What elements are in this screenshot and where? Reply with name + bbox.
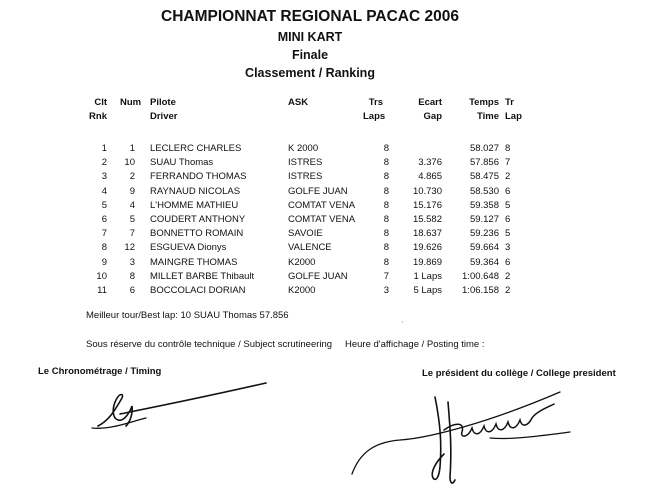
number-cell: 9 bbox=[129, 185, 135, 197]
laps-cell: 8 bbox=[383, 199, 389, 211]
best-lap-cell: 6 bbox=[505, 213, 511, 225]
driver-cell: ESGUEVA Dionys bbox=[150, 242, 227, 254]
best-lap-cell: 2 bbox=[505, 171, 511, 183]
table-header-row-2 bbox=[80, 111, 560, 125]
table-row bbox=[80, 200, 560, 214]
header-best-lap-en: Lap bbox=[505, 111, 522, 122]
gap-cell: 3.376 bbox=[418, 157, 442, 169]
timing-signature-label: Le Chronométrage / Timing bbox=[38, 366, 162, 377]
rank-cell: 7 bbox=[101, 228, 107, 240]
time-cell: 59.358 bbox=[469, 199, 499, 211]
table-row bbox=[80, 242, 560, 256]
number-cell: 2 bbox=[129, 171, 135, 183]
rank-cell: 6 bbox=[101, 213, 107, 225]
results-table bbox=[80, 97, 560, 299]
table-row bbox=[80, 143, 560, 157]
header-laps: Trs bbox=[368, 97, 383, 108]
table-row bbox=[80, 257, 560, 271]
time-cell: 59.236 bbox=[469, 228, 499, 240]
ranking-subtitle: Classement / Ranking bbox=[245, 66, 375, 80]
gap-cell: 5 Laps bbox=[413, 284, 442, 296]
number-cell: 8 bbox=[129, 270, 135, 282]
time-cell: 57.856 bbox=[469, 157, 499, 169]
gap-cell: 4.865 bbox=[418, 171, 442, 183]
best-lap-cell: 2 bbox=[505, 284, 511, 296]
time-cell: 58.530 bbox=[469, 185, 499, 197]
header-gap: Ecart bbox=[418, 97, 442, 108]
gap-cell: 19.869 bbox=[412, 256, 442, 268]
best-lap-cell: 5 bbox=[505, 199, 511, 211]
number-cell: 12 bbox=[124, 242, 135, 254]
club-cell: GOLFE JUAN bbox=[288, 270, 348, 282]
table-row bbox=[80, 285, 560, 299]
club-cell: ISTRES bbox=[288, 171, 323, 183]
driver-cell: BOCCOLACI DORIAN bbox=[150, 284, 246, 296]
laps-cell: 3 bbox=[383, 284, 389, 296]
club-cell: ISTRES bbox=[288, 157, 323, 169]
header-rank: Clt bbox=[94, 97, 107, 108]
header-driver-en: Driver bbox=[150, 111, 178, 122]
gap-cell: 1 Laps bbox=[413, 270, 442, 282]
club-cell: K2000 bbox=[288, 284, 316, 296]
rank-cell: 2 bbox=[101, 157, 107, 169]
number-cell: 10 bbox=[124, 157, 135, 169]
laps-cell: 8 bbox=[383, 157, 389, 169]
rank-cell: 5 bbox=[101, 199, 107, 211]
scrutineering-note: Sous réserve du contrôle technique / Subject scrutineering bbox=[86, 339, 333, 350]
gap-cell: 10.730 bbox=[412, 185, 442, 197]
table-row bbox=[80, 271, 560, 285]
club-cell: COMTAT VENA bbox=[288, 213, 356, 225]
rank-cell: 9 bbox=[101, 256, 107, 268]
header-time: Temps bbox=[469, 97, 499, 108]
title-block bbox=[0, 8, 620, 80]
table-row bbox=[80, 214, 560, 228]
president-signature bbox=[340, 382, 590, 492]
scan-mark: ' bbox=[402, 320, 404, 329]
table-row bbox=[80, 171, 560, 185]
club-cell: K2000 bbox=[288, 256, 316, 268]
table-row bbox=[80, 186, 560, 200]
table-row bbox=[80, 157, 560, 171]
driver-cell: SUAU Thomas bbox=[150, 157, 214, 169]
rank-cell: 4 bbox=[101, 185, 107, 197]
laps-cell: 8 bbox=[383, 256, 389, 268]
best-lap-cell: 3 bbox=[505, 242, 511, 254]
number-cell: 6 bbox=[129, 284, 135, 296]
rank-cell: 3 bbox=[101, 171, 107, 183]
gap-cell: 19.626 bbox=[412, 242, 442, 254]
driver-cell: MILLET BARBE Thibault bbox=[150, 270, 255, 282]
club-cell: GOLFE JUAN bbox=[288, 185, 348, 197]
driver-cell: L'HOMME MATHIEU bbox=[150, 199, 239, 211]
laps-cell: 7 bbox=[383, 270, 389, 282]
time-cell: 59.127 bbox=[469, 213, 499, 225]
gap-cell: 18.637 bbox=[412, 228, 442, 240]
driver-cell: COUDERT ANTHONY bbox=[150, 213, 246, 225]
header-best-lap: Tr bbox=[505, 97, 514, 108]
table-header-row-1 bbox=[80, 97, 560, 111]
best-lap-cell: 2 bbox=[505, 270, 511, 282]
driver-cell: RAYNAUD NICOLAS bbox=[150, 185, 241, 197]
laps-cell: 8 bbox=[383, 185, 389, 197]
number-cell: 1 bbox=[129, 143, 135, 154]
rank-cell: 10 bbox=[96, 270, 107, 282]
table-row bbox=[80, 228, 560, 242]
header-rank-en: Rnk bbox=[89, 111, 107, 122]
driver-cell: FERRANDO THOMAS bbox=[150, 171, 247, 183]
header-laps-en: Laps bbox=[363, 111, 386, 122]
driver-cell: BONNETTO ROMAIN bbox=[150, 228, 244, 240]
category-title: MINI KART bbox=[277, 30, 343, 44]
club-cell: COMTAT VENA bbox=[288, 199, 356, 211]
number-cell: 5 bbox=[129, 213, 135, 225]
header-gap-en: Gap bbox=[423, 111, 442, 122]
session-title: Finale bbox=[291, 48, 329, 62]
header-driver: Pilote bbox=[150, 97, 176, 108]
rank-cell: 11 bbox=[97, 284, 107, 296]
rank-cell: 8 bbox=[101, 242, 107, 254]
best-lap-cell: 6 bbox=[505, 185, 511, 197]
time-cell: 58.475 bbox=[469, 171, 499, 183]
club-cell: SAVOIE bbox=[288, 228, 323, 240]
number-cell: 4 bbox=[129, 199, 135, 211]
laps-cell: 8 bbox=[383, 242, 389, 254]
laps-cell: 8 bbox=[383, 171, 389, 183]
driver-cell: LECLERC CHARLES bbox=[150, 143, 242, 154]
best-lap-cell: 8 bbox=[505, 143, 511, 154]
best-lap-cell: 6 bbox=[505, 256, 511, 268]
championship-title: CHAMPIONNAT REGIONAL PACAC 2006 bbox=[161, 8, 459, 25]
best-lap-cell: 7 bbox=[505, 157, 511, 169]
time-cell: 58.027 bbox=[469, 143, 499, 154]
laps-cell: 8 bbox=[383, 213, 389, 225]
number-cell: 7 bbox=[129, 228, 135, 240]
time-cell: 1:00.648 bbox=[462, 270, 499, 282]
laps-cell: 8 bbox=[383, 228, 389, 240]
timing-signature bbox=[90, 378, 270, 438]
time-cell: 59.664 bbox=[469, 242, 499, 254]
gap-cell: 15.176 bbox=[412, 199, 442, 211]
posting-time-label: Heure d'affichage / Posting time : bbox=[345, 339, 485, 350]
best-lap-cell: 5 bbox=[505, 228, 511, 240]
header-number: Num bbox=[120, 97, 142, 108]
gap-cell: 15.582 bbox=[412, 213, 442, 225]
club-cell: VALENCE bbox=[288, 242, 332, 254]
time-cell: 59.364 bbox=[469, 256, 499, 268]
best-lap-note: Meilleur tour/Best lap: 10 SUAU Thomas 57.856 bbox=[86, 310, 289, 321]
time-cell: 1:06.158 bbox=[462, 284, 499, 296]
rank-cell: 1 bbox=[101, 143, 107, 154]
president-signature-label: Le président du collège / College president bbox=[422, 368, 616, 379]
header-club: ASK bbox=[288, 97, 309, 108]
club-cell: K 2000 bbox=[288, 143, 319, 154]
driver-cell: MAINGRE THOMAS bbox=[150, 256, 238, 268]
laps-cell: 8 bbox=[383, 143, 389, 154]
header-time-en: Time bbox=[476, 111, 499, 122]
number-cell: 3 bbox=[129, 256, 135, 268]
